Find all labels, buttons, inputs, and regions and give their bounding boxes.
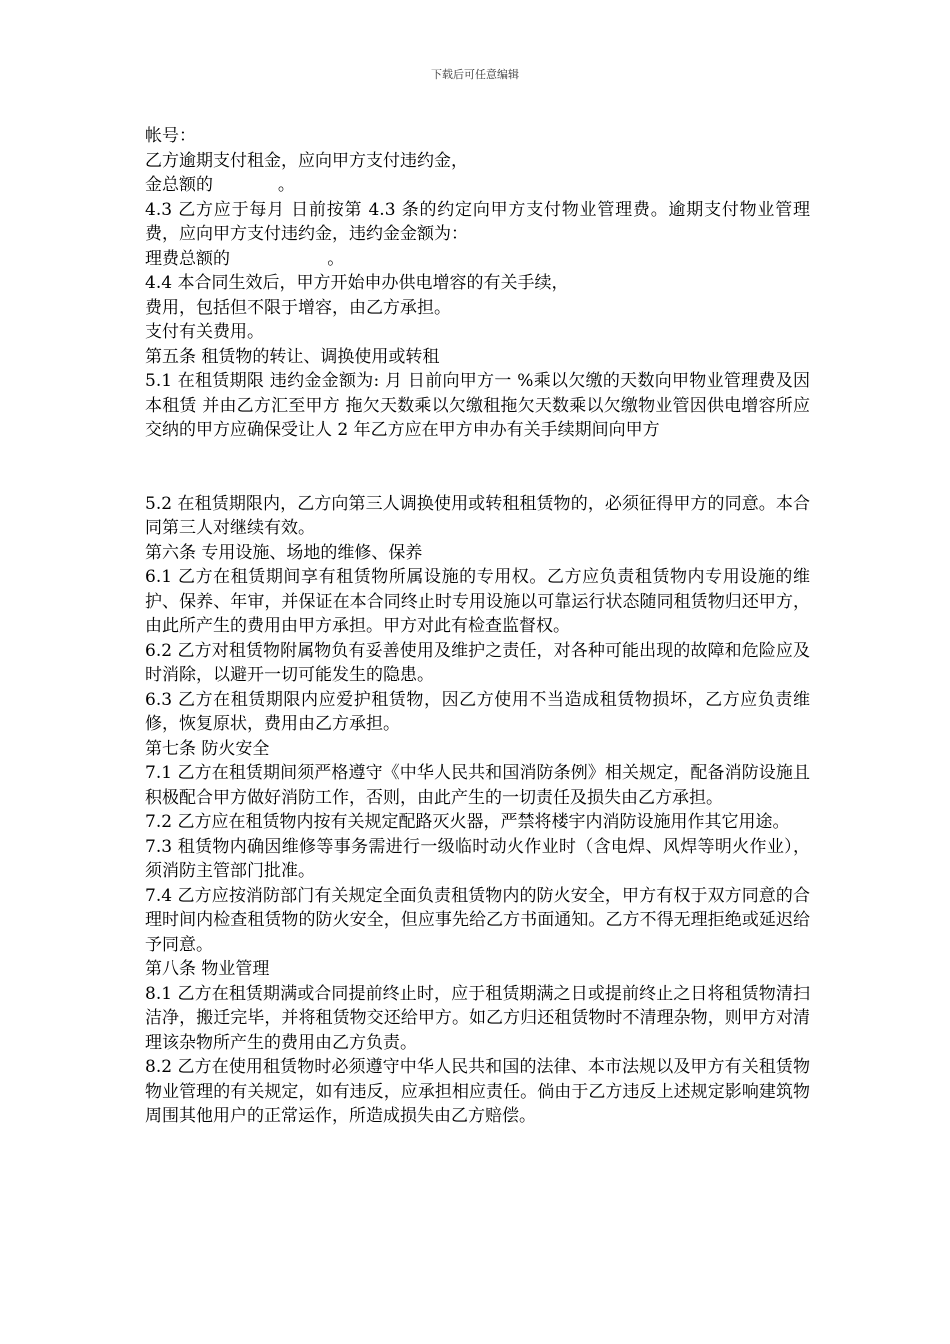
clause-7-1: 7.1 乙方在租赁期间须严格遵守《中华人民共和国消防条例》相关规定，配备消防设施且积极配合甲方做好消防工作，否则，由此产生的一切责任及损失由乙方承担。 bbox=[145, 763, 810, 808]
clause-5-1: 5.1 在租赁期限 违约金金额为: 月 日前向甲方一 %乘以欠缴的天数向甲物业管理费及因本租赁 并由乙方汇至甲方 拖欠天数乘以欠缴租拖欠天数乘以欠缴物业管因供电增容所应交纳的甲方应确保受让人 2 年乙方应在甲方申办有关手续期间向甲方 bbox=[145, 371, 810, 440]
clause-6-2: 6.2 乙方对租赁物附属物负有妥善使用及维护之责任，对各种可能出现的故障和危险应及时消除，以避开一切可能发生的隐患。 bbox=[145, 640, 810, 685]
document-body bbox=[145, 124, 810, 1129]
clause-8-2: 8.2 乙方在使用租赁物时必须遵守中华人民共和国的法律、本市法规以及甲方有关租赁物物业管理的有关规定，如有违反，应承担相应责任。倘由于乙方违反上述规定影响建筑物周围其他用户的正常运作，所造成损失由乙方赔偿。 bbox=[145, 1057, 810, 1126]
clause-7-2: 7.2 乙方应在租赁物内按有关规定配路灭火器，严禁将楼宇内消防设施用作其它用途。 bbox=[145, 812, 790, 832]
text-line: 支付有关费用。 bbox=[145, 322, 264, 342]
clause-4-3: 4.3 乙方应于每月 日前按第 4.3 条的约定向甲方支付物业管理费。逾期支付物业管理费，应向甲方支付违约金，违约金金额为： bbox=[145, 199, 810, 244]
clause-5-2: 5.2 在租赁期限内，乙方向第三人调换使用或转租租赁物的，必须征得甲方的同意。本合同第三人对继续有效。 bbox=[145, 493, 810, 538]
section-heading-8: 第八条 物业管理 bbox=[145, 959, 270, 979]
clause-7-3: 7.3 租赁物内确因维修等事务需进行一级临时动火作业时（含电焊、风焊等明火作业），须消防主管部门批准。 bbox=[145, 836, 810, 881]
clause-4-4: 4.4 本合同生效后，甲方开始申办供电增容的有关手续， bbox=[145, 273, 569, 293]
account-line: 帐号： bbox=[145, 126, 196, 146]
section-heading-5: 第五条 租赁物的转让、调换使用或转租 bbox=[145, 346, 440, 367]
text-line: 金总额的 。 bbox=[145, 175, 295, 195]
blank-gap bbox=[145, 443, 810, 492]
section-heading-7: 第七条 防火安全 bbox=[145, 738, 270, 759]
text-line: 理费总额的 。 bbox=[145, 248, 345, 269]
section-heading-6: 第六条 专用设施、场地的维修、保养 bbox=[145, 542, 423, 563]
clause-6-1: 6.1 乙方在租赁期间享有租赁物所属设施的专用权。乙方应负责租赁物内专用设施的维护、保养、年审，并保证在本合同终止时专用设施以可靠运行状态随同租赁物归还甲方，由此所产生的费用由甲方承担。甲方对此有检查监督权。 bbox=[145, 567, 810, 636]
page-header: 下载后可任意编辑 bbox=[431, 68, 519, 81]
clause-7-4: 7.4 乙方应按消防部门有关规定全面负责租赁物内的防火安全，甲方有权于双方同意的合理时间内检查租赁物的防火安全，但应事先给乙方书面通知。乙方不得无理拒绝或延迟给予同意。 bbox=[145, 885, 810, 955]
text-line: 费用，包括但不限于增容，由乙方承担。 bbox=[145, 297, 451, 318]
text-line: 乙方逾期支付租金，应向甲方支付违约金， bbox=[145, 150, 468, 171]
clause-6-3: 6.3 乙方在租赁期限内应爱护租赁物，因乙方使用不当造成租赁物损坏，乙方应负责维修，恢复原状，费用由乙方承担。 bbox=[145, 689, 810, 734]
clause-8-1: 8.1 乙方在租赁期满或合同提前终止时，应于租赁期满之日或提前终止之日将租赁物清扫洁净，搬迁完毕，并将租赁物交还给甲方。如乙方归还租赁物时不清理杂物，则甲方对清理该杂物所产生的费用由乙方负责。 bbox=[145, 983, 810, 1053]
